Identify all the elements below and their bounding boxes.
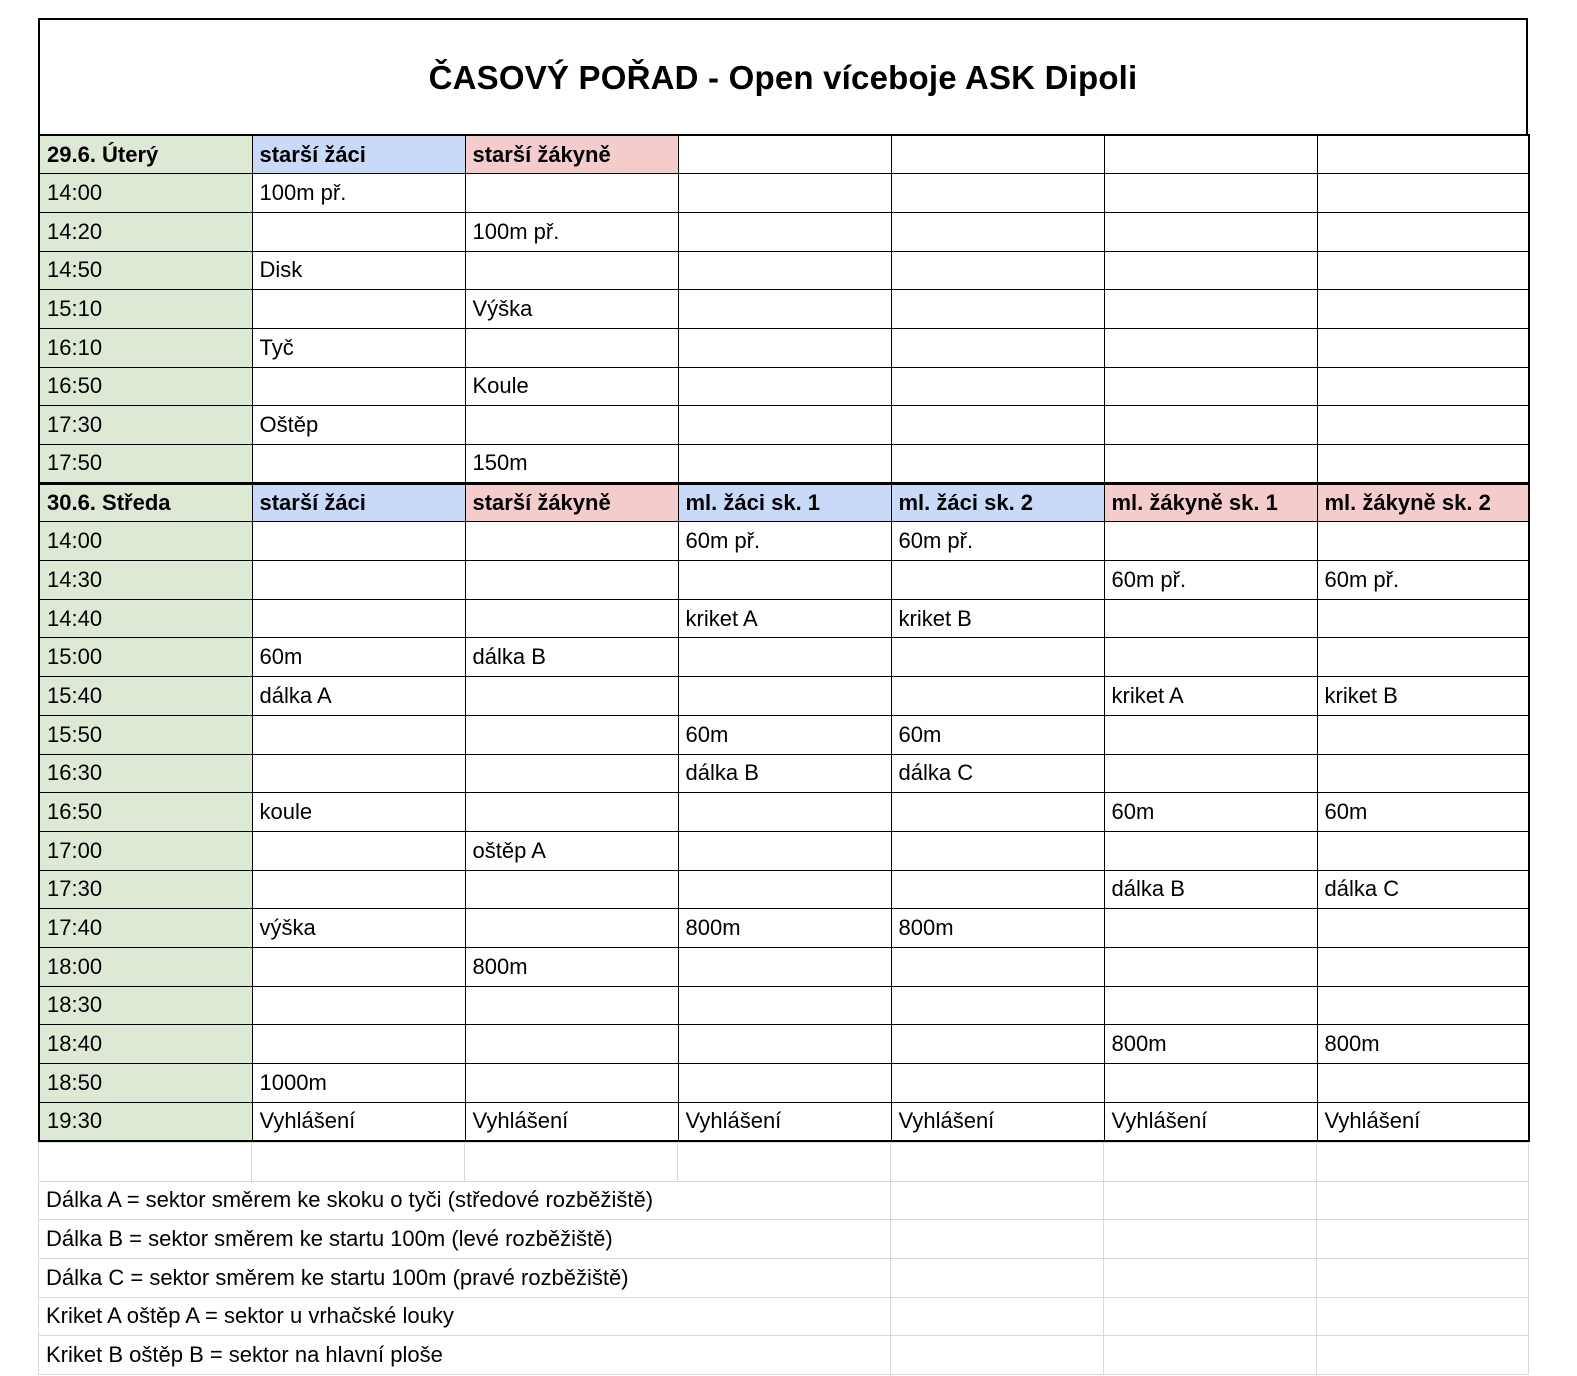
empty-cell xyxy=(891,1336,1104,1375)
event-cell xyxy=(1104,251,1317,290)
event-cell xyxy=(252,986,465,1025)
empty-cell xyxy=(1317,1258,1529,1297)
time-cell: 15:10 xyxy=(39,290,252,329)
event-cell xyxy=(465,251,678,290)
category-header: starší žákyně xyxy=(465,483,678,522)
empty-cell xyxy=(465,1142,678,1181)
event-cell: 800m xyxy=(678,909,891,948)
event-cell xyxy=(1317,947,1529,986)
event-cell: Vyhlášení xyxy=(1104,1102,1317,1141)
event-cell xyxy=(252,947,465,986)
event-cell xyxy=(1104,1064,1317,1103)
event-cell: 60m xyxy=(1104,793,1317,832)
event-cell xyxy=(1104,715,1317,754)
event-cell: kriket B xyxy=(1317,677,1529,716)
empty-cell xyxy=(891,1297,1104,1336)
event-cell: 60m př. xyxy=(1317,561,1529,600)
table-row xyxy=(39,1102,1529,1141)
event-cell: Koule xyxy=(465,367,678,406)
table-row xyxy=(39,831,1529,870)
event-cell xyxy=(465,406,678,445)
event-cell xyxy=(465,715,678,754)
event-cell xyxy=(465,754,678,793)
day-label: 29.6. Úterý xyxy=(39,135,252,174)
time-cell: 17:50 xyxy=(39,445,252,484)
event-cell xyxy=(891,793,1104,832)
page-title: ČASOVÝ POŘAD - Open víceboje ASK Dipoli xyxy=(428,59,1138,96)
event-cell xyxy=(1104,522,1317,561)
event-cell xyxy=(252,561,465,600)
event-cell: 60m xyxy=(252,638,465,677)
note-text: Kriket A oštěp A = sektor u vrhačské louky xyxy=(39,1297,891,1336)
empty-cell xyxy=(1317,1297,1529,1336)
table-row xyxy=(39,328,1529,367)
event-cell xyxy=(1104,212,1317,251)
event-cell xyxy=(465,561,678,600)
note-row xyxy=(39,1297,1529,1336)
table-row xyxy=(39,367,1529,406)
event-cell xyxy=(891,406,1104,445)
event-cell xyxy=(678,1064,891,1103)
time-cell: 17:30 xyxy=(39,870,252,909)
event-cell xyxy=(1104,909,1317,948)
table-row xyxy=(39,445,1529,484)
event-cell xyxy=(891,174,1104,213)
day1-header-row xyxy=(39,135,1529,174)
event-cell: Výška xyxy=(465,290,678,329)
event-cell xyxy=(678,367,891,406)
time-cell: 18:00 xyxy=(39,947,252,986)
event-cell xyxy=(252,754,465,793)
event-cell xyxy=(465,522,678,561)
category-header: ml. žákyně sk. 1 xyxy=(1104,483,1317,522)
event-cell xyxy=(465,677,678,716)
event-cell xyxy=(1104,445,1317,484)
event-cell xyxy=(1317,909,1529,948)
category-header: ml. žáci sk. 1 xyxy=(678,483,891,522)
event-cell xyxy=(1317,715,1529,754)
time-cell: 19:30 xyxy=(39,1102,252,1141)
event-cell: 1000m xyxy=(252,1064,465,1103)
table-row xyxy=(39,212,1529,251)
time-cell: 17:40 xyxy=(39,909,252,948)
schedule-table xyxy=(38,134,1530,1142)
event-cell: Vyhlášení xyxy=(891,1102,1104,1141)
event-cell xyxy=(1317,367,1529,406)
empty-cell xyxy=(1317,1142,1529,1181)
note-text: Dálka B = sektor směrem ke startu 100m (levé rozběžiště) xyxy=(39,1220,891,1259)
event-cell xyxy=(678,561,891,600)
table-row xyxy=(39,1025,1529,1064)
empty-cell xyxy=(1317,1336,1529,1375)
event-cell: 60m xyxy=(1317,793,1529,832)
event-cell xyxy=(678,986,891,1025)
event-cell xyxy=(1317,406,1529,445)
event-cell: oštěp A xyxy=(465,831,678,870)
event-cell: 100m př. xyxy=(252,174,465,213)
empty-cell xyxy=(891,1142,1104,1181)
event-cell: 150m xyxy=(465,445,678,484)
event-cell xyxy=(1317,1064,1529,1103)
table-row xyxy=(39,406,1529,445)
empty-cell xyxy=(1104,1297,1317,1336)
category-header xyxy=(1104,135,1317,174)
event-cell xyxy=(1104,831,1317,870)
event-cell xyxy=(465,599,678,638)
time-cell: 16:30 xyxy=(39,754,252,793)
time-cell: 15:40 xyxy=(39,677,252,716)
event-cell xyxy=(678,1025,891,1064)
event-cell xyxy=(891,1064,1104,1103)
note-text: Kriket B oštěp B = sektor na hlavní ploše xyxy=(39,1336,891,1375)
table-row xyxy=(39,599,1529,638)
time-cell: 18:50 xyxy=(39,1064,252,1103)
event-cell xyxy=(1104,754,1317,793)
event-cell: 60m př. xyxy=(891,522,1104,561)
day-label: 30.6. Středa xyxy=(39,483,252,522)
event-cell xyxy=(252,870,465,909)
event-cell xyxy=(252,212,465,251)
table-row xyxy=(39,793,1529,832)
table-row xyxy=(39,638,1529,677)
empty-cell xyxy=(39,1142,252,1181)
event-cell xyxy=(891,367,1104,406)
event-cell: Vyhlášení xyxy=(1317,1102,1529,1141)
event-cell xyxy=(891,1025,1104,1064)
event-cell xyxy=(1104,367,1317,406)
event-cell xyxy=(465,870,678,909)
time-cell: 14:00 xyxy=(39,174,252,213)
time-cell: 16:50 xyxy=(39,367,252,406)
empty-cell xyxy=(1104,1181,1317,1220)
event-cell: kriket A xyxy=(1104,677,1317,716)
time-cell: 18:40 xyxy=(39,1025,252,1064)
event-cell xyxy=(1104,638,1317,677)
empty-cell xyxy=(252,1142,465,1181)
time-cell: 17:30 xyxy=(39,406,252,445)
table-row xyxy=(39,561,1529,600)
event-cell xyxy=(465,909,678,948)
event-cell xyxy=(678,870,891,909)
event-cell: Oštěp xyxy=(252,406,465,445)
event-cell xyxy=(1317,638,1529,677)
table-row xyxy=(39,947,1529,986)
note-row xyxy=(39,1336,1529,1375)
event-cell: 100m př. xyxy=(465,212,678,251)
event-cell: 60m př. xyxy=(678,522,891,561)
event-cell: 800m xyxy=(465,947,678,986)
empty-cell xyxy=(1317,1181,1529,1220)
event-cell: kriket A xyxy=(678,599,891,638)
event-cell xyxy=(891,831,1104,870)
time-cell: 15:50 xyxy=(39,715,252,754)
empty-cell xyxy=(1104,1336,1317,1375)
event-cell: dálka C xyxy=(1317,870,1529,909)
event-cell: koule xyxy=(252,793,465,832)
event-cell xyxy=(252,290,465,329)
event-cell: Vyhlášení xyxy=(678,1102,891,1141)
event-cell xyxy=(1317,328,1529,367)
event-cell xyxy=(252,445,465,484)
category-header: ml. žákyně sk. 2 xyxy=(1317,483,1529,522)
event-cell xyxy=(678,445,891,484)
event-cell xyxy=(252,831,465,870)
event-cell xyxy=(891,445,1104,484)
event-cell xyxy=(678,212,891,251)
table-row xyxy=(39,754,1529,793)
event-cell xyxy=(891,986,1104,1025)
event-cell: Tyč xyxy=(252,328,465,367)
table-row xyxy=(39,290,1529,329)
empty-cell xyxy=(1104,1142,1317,1181)
event-cell xyxy=(891,290,1104,329)
event-cell xyxy=(678,831,891,870)
event-cell: dálka B xyxy=(1104,870,1317,909)
event-cell xyxy=(678,174,891,213)
category-header: starší žáci xyxy=(252,135,465,174)
note-text: Dálka C = sektor směrem ke startu 100m (pravé rozběžiště) xyxy=(39,1258,891,1297)
table-row xyxy=(39,909,1529,948)
event-cell xyxy=(891,947,1104,986)
category-header: starší žákyně xyxy=(465,135,678,174)
time-cell: 14:40 xyxy=(39,599,252,638)
table-row xyxy=(39,870,1529,909)
blank-row xyxy=(39,1142,1529,1181)
empty-cell xyxy=(678,1142,891,1181)
note-row xyxy=(39,1258,1529,1297)
event-cell xyxy=(465,1025,678,1064)
event-cell xyxy=(252,599,465,638)
category-header xyxy=(1317,135,1529,174)
event-cell xyxy=(1104,174,1317,213)
event-cell xyxy=(1317,290,1529,329)
time-cell: 17:00 xyxy=(39,831,252,870)
table-row xyxy=(39,174,1529,213)
event-cell xyxy=(678,251,891,290)
time-cell: 14:30 xyxy=(39,561,252,600)
time-cell: 16:10 xyxy=(39,328,252,367)
table-row xyxy=(39,522,1529,561)
event-cell xyxy=(678,328,891,367)
event-cell: 60m př. xyxy=(1104,561,1317,600)
empty-cell xyxy=(891,1181,1104,1220)
category-header: ml. žáci sk. 2 xyxy=(891,483,1104,522)
event-cell xyxy=(678,290,891,329)
event-cell xyxy=(1317,445,1529,484)
event-cell: Disk xyxy=(252,251,465,290)
event-cell xyxy=(678,947,891,986)
title-box xyxy=(38,18,1528,134)
empty-cell xyxy=(891,1220,1104,1259)
event-cell: Vyhlášení xyxy=(252,1102,465,1141)
event-cell xyxy=(1317,174,1529,213)
event-cell xyxy=(678,793,891,832)
event-cell xyxy=(1317,831,1529,870)
event-cell xyxy=(465,1064,678,1103)
table-row xyxy=(39,251,1529,290)
event-cell: dálka B xyxy=(678,754,891,793)
event-cell xyxy=(1317,212,1529,251)
event-cell xyxy=(678,638,891,677)
event-cell xyxy=(1317,754,1529,793)
event-cell: 60m xyxy=(891,715,1104,754)
event-cell: kriket B xyxy=(891,599,1104,638)
event-cell xyxy=(465,328,678,367)
time-cell: 14:50 xyxy=(39,251,252,290)
note-text: Dálka A = sektor směrem ke skoku o tyči (středové rozběžiště) xyxy=(39,1181,891,1220)
empty-cell xyxy=(891,1258,1104,1297)
table-row xyxy=(39,677,1529,716)
event-cell xyxy=(1317,599,1529,638)
empty-cell xyxy=(1104,1258,1317,1297)
event-cell: dálka C xyxy=(891,754,1104,793)
event-cell xyxy=(465,793,678,832)
event-cell xyxy=(891,870,1104,909)
event-cell: Vyhlášení xyxy=(465,1102,678,1141)
schedule-sheet xyxy=(38,18,1528,1375)
time-cell: 14:20 xyxy=(39,212,252,251)
notes-table xyxy=(38,1142,1529,1375)
event-cell xyxy=(678,406,891,445)
event-cell xyxy=(252,1025,465,1064)
time-cell: 18:30 xyxy=(39,986,252,1025)
event-cell xyxy=(891,638,1104,677)
event-cell xyxy=(1104,328,1317,367)
event-cell: 800m xyxy=(891,909,1104,948)
note-row xyxy=(39,1181,1529,1220)
event-cell xyxy=(1317,522,1529,561)
event-cell xyxy=(891,677,1104,716)
event-cell: dálka A xyxy=(252,677,465,716)
event-cell xyxy=(465,986,678,1025)
event-cell: 800m xyxy=(1317,1025,1529,1064)
event-cell: výška xyxy=(252,909,465,948)
event-cell xyxy=(1104,599,1317,638)
category-header xyxy=(678,135,891,174)
day2-header-row xyxy=(39,483,1529,522)
event-cell xyxy=(891,561,1104,600)
event-cell: 800m xyxy=(1104,1025,1317,1064)
table-row xyxy=(39,1064,1529,1103)
event-cell xyxy=(465,174,678,213)
time-cell: 14:00 xyxy=(39,522,252,561)
event-cell xyxy=(891,212,1104,251)
event-cell xyxy=(1104,406,1317,445)
time-cell: 16:50 xyxy=(39,793,252,832)
event-cell xyxy=(1104,947,1317,986)
event-cell xyxy=(891,251,1104,290)
event-cell xyxy=(891,328,1104,367)
time-cell: 15:00 xyxy=(39,638,252,677)
event-cell xyxy=(1104,290,1317,329)
event-cell xyxy=(252,522,465,561)
empty-cell xyxy=(1317,1220,1529,1259)
category-header xyxy=(891,135,1104,174)
note-row xyxy=(39,1220,1529,1259)
event-cell xyxy=(1317,251,1529,290)
event-cell xyxy=(1317,986,1529,1025)
event-cell xyxy=(252,715,465,754)
event-cell xyxy=(1104,986,1317,1025)
event-cell: dálka B xyxy=(465,638,678,677)
empty-cell xyxy=(1104,1220,1317,1259)
event-cell xyxy=(678,677,891,716)
event-cell xyxy=(252,367,465,406)
table-row xyxy=(39,986,1529,1025)
category-header: starší žáci xyxy=(252,483,465,522)
table-row xyxy=(39,715,1529,754)
event-cell: 60m xyxy=(678,715,891,754)
